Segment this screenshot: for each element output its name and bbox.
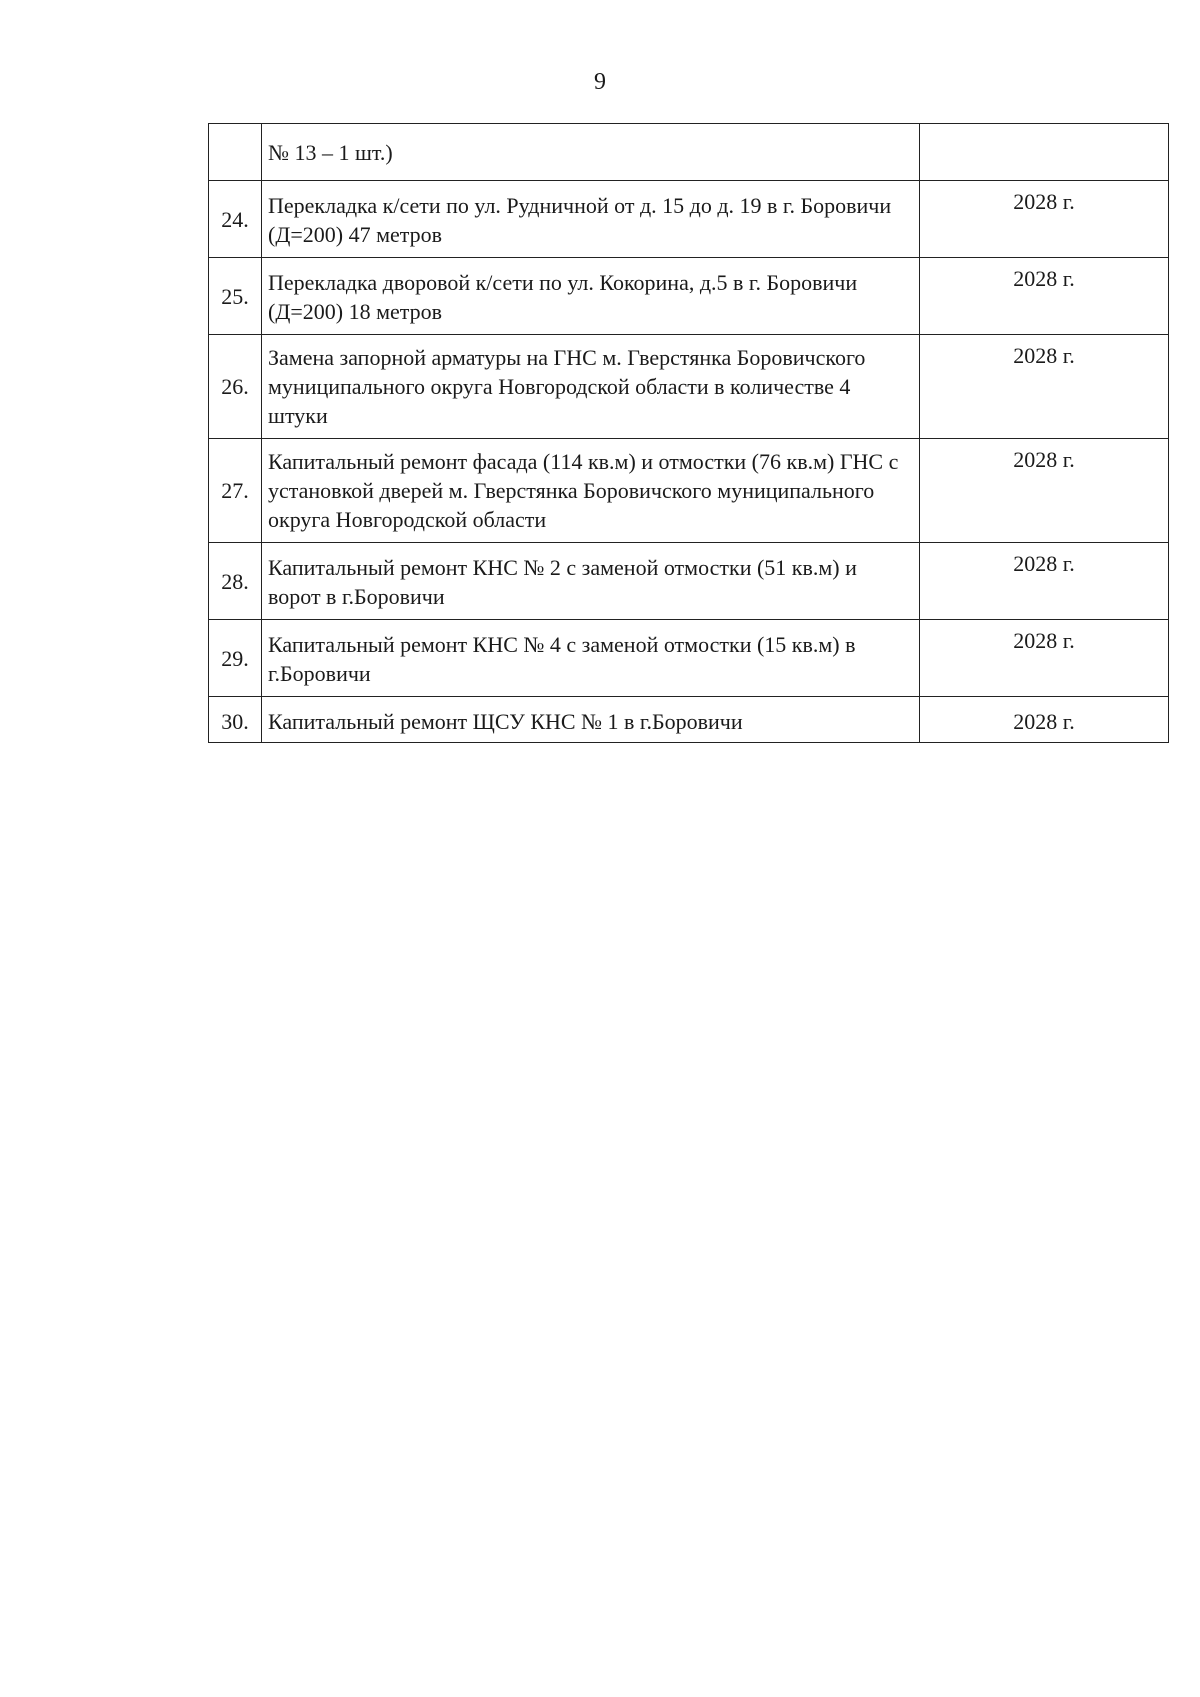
row-year: 2028 г.: [920, 258, 1169, 335]
row-number: 30.: [209, 697, 262, 743]
row-description: Капитальный ремонт фасада (114 кв.м) и отмостки (76 кв.м) ГНС с установкой дверей м. Гверстянка Боровичского муниципального округа Новгородской области: [262, 439, 920, 543]
table-row: [209, 439, 1169, 543]
row-number: 24.: [209, 181, 262, 258]
table-row: [209, 124, 1169, 181]
row-year: 2028 г.: [920, 697, 1169, 743]
page-number: 9: [594, 69, 606, 95]
table-row: [209, 543, 1169, 620]
row-year: 2028 г.: [920, 439, 1169, 543]
row-year: 2028 г.: [920, 335, 1169, 439]
row-number: 25.: [209, 258, 262, 335]
row-description: Перекладка к/сети по ул. Рудничной от д. 15 до д. 19 в г. Боровичи (Д=200) 47 метров: [262, 181, 920, 258]
table-row: [209, 181, 1169, 258]
row-description: Перекладка дворовой к/сети по ул. Кокорина, д.5 в г. Боровичи (Д=200) 18 метров: [262, 258, 920, 335]
row-number: 27.: [209, 439, 262, 543]
row-description: Капитальный ремонт ЩСУ КНС № 1 в г.Боровичи: [262, 697, 920, 743]
row-number: 26.: [209, 335, 262, 439]
table-row: [209, 335, 1169, 439]
row-number: [209, 124, 262, 181]
row-year: 2028 г.: [920, 620, 1169, 697]
table-row: [209, 258, 1169, 335]
row-year: 2028 г.: [920, 181, 1169, 258]
row-number: 29.: [209, 620, 262, 697]
row-description: Капитальный ремонт КНС № 4 с заменой отмостки (15 кв.м) в г.Боровичи: [262, 620, 920, 697]
row-description: Капитальный ремонт КНС № 2 с заменой отмостки (51 кв.м) и ворот в г.Боровичи: [262, 543, 920, 620]
row-description: Замена запорной арматуры на ГНС м. Гверстянка Боровичского муниципального округа Новгородской области в количестве 4 штуки: [262, 335, 920, 439]
table-row: [209, 620, 1169, 697]
row-number: 28.: [209, 543, 262, 620]
row-year: 2028 г.: [920, 543, 1169, 620]
table-row: [209, 697, 1169, 743]
works-table: [208, 123, 1169, 743]
row-description: № 13 – 1 шт.): [262, 124, 920, 181]
row-year: [920, 124, 1169, 181]
